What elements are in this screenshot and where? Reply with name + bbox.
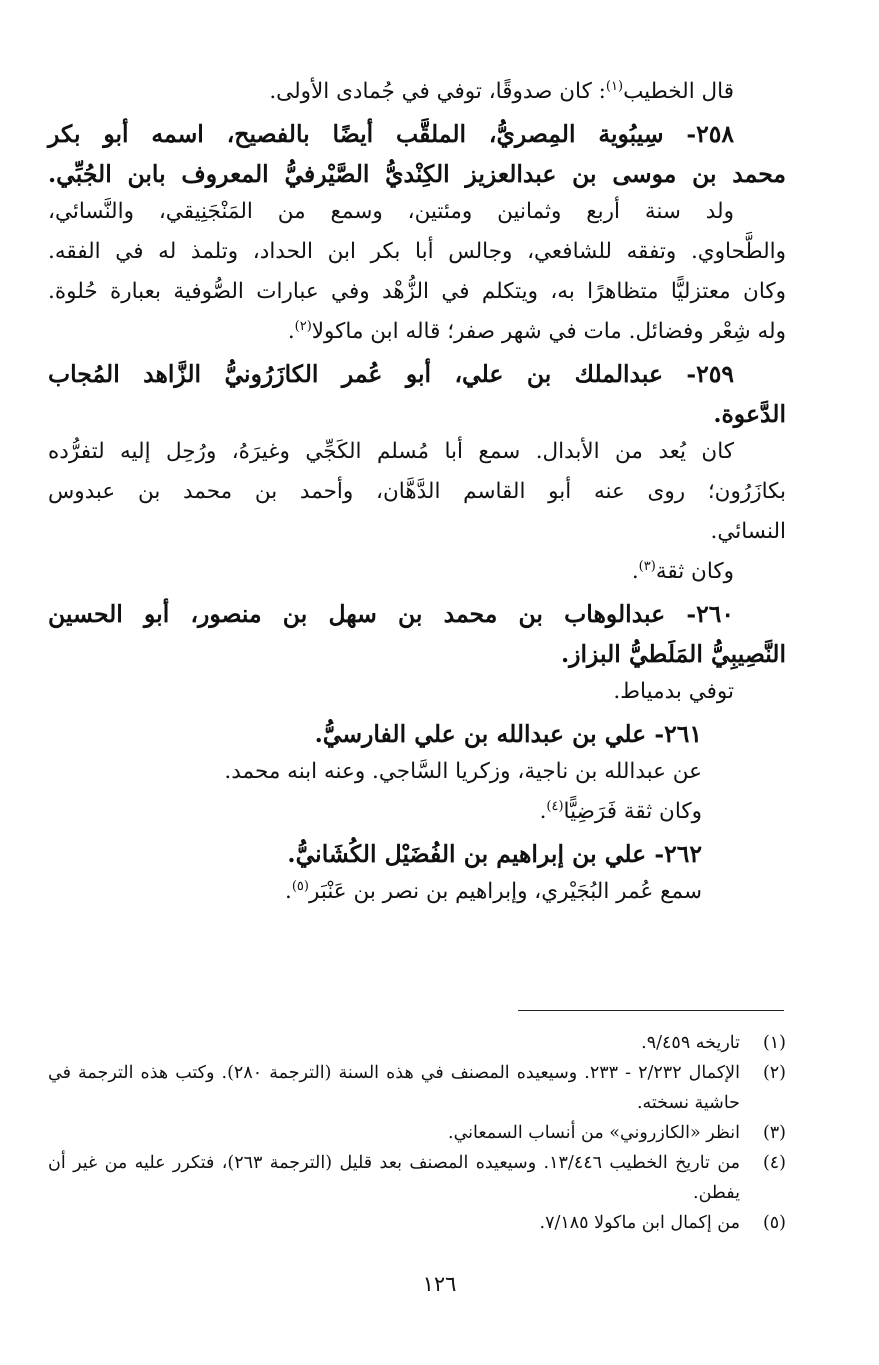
footnote-item — [48, 1148, 786, 1208]
footnote-marker[interactable]: (٥) — [291, 878, 309, 894]
entry-heading-259-cont: الدَّعوة. — [713, 400, 786, 428]
footnote-item — [48, 1118, 786, 1148]
text-line: توفي بدمياط. — [613, 679, 734, 704]
entry-heading-260-cont: النَّصِيبِيُّ المَلَطيُّ البزاز. — [560, 640, 786, 668]
entry-heading-258-cont: محمد بن موسى بن عبدالعزيز الكِنْديُّ الصَّيْرفيُّ المعروف بابن الجُبِّي. — [48, 160, 786, 188]
footnote-number: (١) — [762, 1033, 786, 1053]
footnote-marker[interactable]: (٣) — [638, 558, 656, 574]
footnote-item — [48, 1058, 786, 1118]
footnote-number: (٣) — [762, 1123, 786, 1143]
text-line: النسائي. — [710, 519, 786, 544]
entry-heading-261: ٢٦١- علي بن عبدالله بن علي الفارسيُّ. — [314, 720, 702, 748]
text-line: عن عبدالله بن ناجية، وزكريا السَّاجي. وعنه ابنه محمد. — [224, 759, 702, 784]
footnote-number: (٥) — [762, 1213, 786, 1233]
footnote-marker[interactable]: (٤) — [546, 798, 564, 814]
page-number: ١٢٦ — [422, 1272, 457, 1296]
footnote-text: من إكمال ابن ماكولا ٧/١٨٥. — [539, 1213, 740, 1233]
text-line: كان يُعد من الأبدال. سمع أبا مُسلم الكَجِّي وغيرَهُ، ورُحِل إليه لتفرُّده — [48, 439, 734, 464]
footnote-item — [48, 1208, 786, 1238]
footnote-marker[interactable]: (١) — [605, 78, 624, 94]
text-line: سمع عُمر البُجَيْري، وإبراهيم بن نصر بن عَنْبَر$^{(٥)}$. — [284, 878, 702, 904]
footnote-separator — [518, 1010, 784, 1011]
entry-heading-259: ٢٥٩- عبدالملك بن علي، أبو عُمر الكازَرُونيُّ الزَّاهد المُجاب — [48, 360, 734, 388]
footnote-text: تاريخه ٩/٤٥٩. — [641, 1033, 740, 1053]
text-line: قال الخطيب$^{(١)}$: كان صدوقًا، توفي في جُمادى الأولى. — [269, 78, 734, 104]
text-line: وله شِعْر وفضائل. مات في شهر صفر؛ قاله ابن ماكولا$^{(٢)}$. — [287, 318, 786, 344]
text-line: والطَّحاوي. وتفقه للشافعي، وجالس أبا بكر ابن الحداد، وتلمذ له في الفقه. — [48, 239, 786, 264]
footnote-number: (٢) — [762, 1063, 786, 1083]
text-line: ولد سنة أربع وثمانين ومئتين، وسمع من المَنْجَنِيقي، والنَّسائي، — [48, 199, 734, 224]
entry-heading-262: ٢٦٢- علي بن إبراهيم بن الفُضَيْل الكُشَانيُّ. — [287, 840, 702, 868]
footnote-marker[interactable]: (٢) — [294, 318, 312, 334]
text-line: بكازَرُون؛ روى عنه أبو القاسم الدَّهَّان، وأحمد بن محمد بن عبدوس — [48, 479, 786, 504]
footnotes — [48, 1028, 786, 1238]
footnote-item — [48, 1028, 786, 1058]
footnote-number: (٤) — [762, 1153, 786, 1173]
text-line: وكان ثقة$^{(٣)}$. — [631, 558, 734, 584]
text-line: وكان ثقة فَرَضِيًّا$^{(٤)}$. — [539, 798, 702, 824]
page-body — [48, 72, 786, 912]
entry-heading-258: ٢٥٨- سِيبُوية المِصريُّ، الملقَّب أيضًا بالفصيح، اسمه أبو بكر — [48, 120, 734, 148]
footnote-text: انظر «الكازروني» من أنساب السمعاني. — [448, 1123, 740, 1143]
entry-heading-260: ٢٦٠- عبدالوهاب بن محمد بن سهل بن منصور، أبو الحسين — [48, 600, 734, 628]
footnote-text: من تاريخ الخطيب ١٣/٤٤٦. وسيعيده المصنف بعد قليل (الترجمة ٢٦٣)، فتكرر عليه من غير أن يفطن. — [48, 1153, 741, 1203]
footnote-text: الإكمال ٢/٢٣٢ - ٢٣٣. وسيعيده المصنف في هذه السنة (الترجمة ٢٨٠). وكتب هذه الترجمة في حاشية نسخته. — [48, 1063, 741, 1113]
text-line: وكان معتزليًّا متظاهرًا به، ويتكلم في الزُّهْد وفي عبارات الصُّوفية بعبارة حُلوة. — [48, 279, 786, 304]
